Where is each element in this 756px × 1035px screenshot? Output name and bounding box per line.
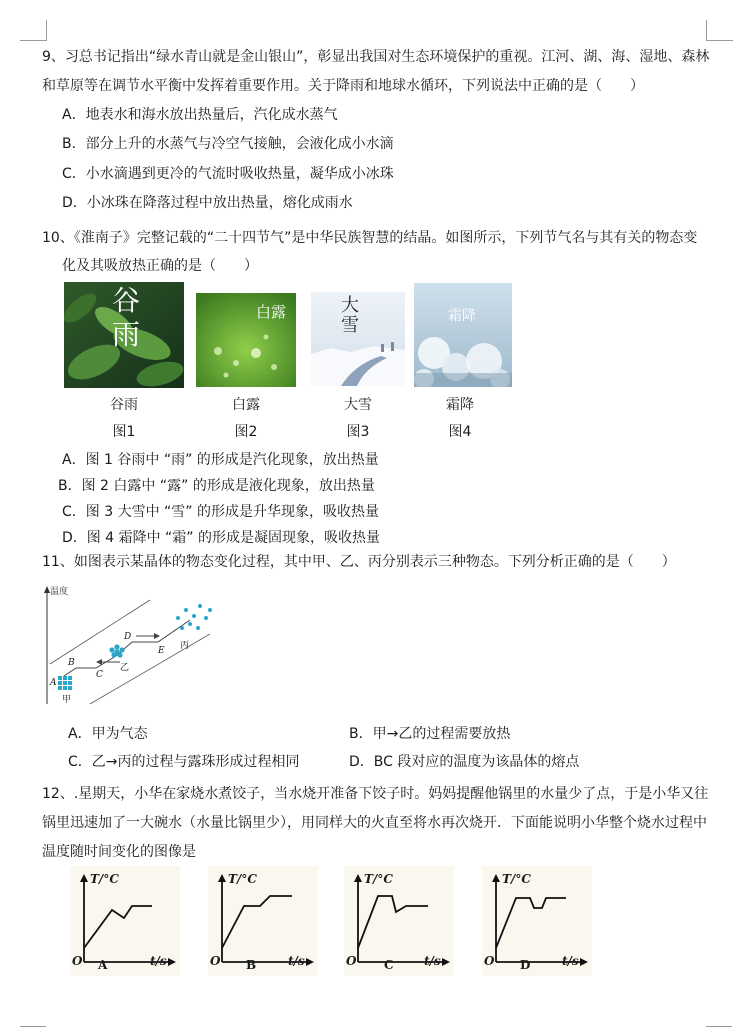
figure-3-daxue-image <box>311 292 405 386</box>
q12-graph-b-xlabel: t/s <box>288 954 305 968</box>
q11-state-change-diagram <box>40 584 220 710</box>
q10-option-c[interactable]: C．图 3 大雪中 “雪” 的形成是升华现象，吸收热量 <box>62 504 379 520</box>
q9-option-c[interactable]: C．小水滴遇到更冷的气流时吸收热量，凝华成小冰珠 <box>62 166 394 182</box>
figure-4-shuangjiang-image <box>414 283 512 387</box>
figure-1-label: 图1 <box>112 424 136 440</box>
q12-graph-c[interactable] <box>344 866 454 976</box>
q12-graph-d-origin: O <box>484 954 495 968</box>
q12-graph-a[interactable] <box>70 866 180 976</box>
q12-graph-b-origin: O <box>210 954 221 968</box>
q12-graph-d-xlabel: t/s <box>562 954 579 968</box>
figure-4-label: 图4 <box>448 424 472 440</box>
q11-point-b: B <box>68 658 75 668</box>
corner-mark-top-right <box>706 20 733 41</box>
q12-graph-a-ylabel: T/°C <box>90 872 119 886</box>
q12-graph-c-xlabel: t/s <box>424 954 441 968</box>
figure-4-overlay-text: 霜降 <box>448 308 476 324</box>
q9-option-d[interactable]: D．小冰珠在降落过程中放出热量，熔化成雨水 <box>62 195 353 211</box>
q10-stem-line2: 化及其吸放热正确的是（ ） <box>62 258 258 274</box>
figure-4-caption: 霜降 <box>446 397 474 413</box>
figure-2-overlay-text: 白露 <box>256 303 287 321</box>
q12-graph-a-xlabel: t/s <box>150 954 167 968</box>
q9-stem-line2: 和草原等在调节水平衡中发挥着重要作用。关于降雨和地球水循环，下列说法中正确的是（ ） <box>42 78 644 94</box>
q11-state-bing: 丙 <box>180 641 190 651</box>
q12-stem-line3: 温度随时间变化的图像是 <box>42 844 196 860</box>
figure-2-bailu-image <box>196 293 296 387</box>
q11-axis-label: 温度 <box>50 587 69 597</box>
figure-3-overlay-text: 大雪 <box>341 295 359 336</box>
q11-option-a[interactable]: A．甲为气态 <box>68 726 148 742</box>
q12-graph-b-ylabel: T/°C <box>228 872 257 886</box>
q12-stem-line1: 12、.星期天，小华在家烧水煮饺子，当水烧开准备下饺子时。妈妈提醒他锅里的水量少了点，于是小华又往 <box>42 786 709 802</box>
q11-stem-line1: 11、如图表示某晶体的物态变化过程，其中甲、乙、丙分别表示三种物态。下列分析正确的是（ ） <box>42 554 676 570</box>
q12-graph-a-origin: O <box>72 954 83 968</box>
q11-point-a: A <box>50 678 57 688</box>
figure-1-caption: 谷雨 <box>110 397 138 413</box>
q12-graph-d-label: D <box>520 958 531 972</box>
q12-graph-b[interactable] <box>208 866 318 976</box>
q12-graph-a-label: A <box>98 958 108 972</box>
q11-point-d: D <box>124 632 132 642</box>
q10-option-a[interactable]: A．图 1 谷雨中 “雨” 的形成是汽化现象，放出热量 <box>62 452 379 468</box>
q11-state-jia: 甲 <box>62 695 72 705</box>
figure-2-caption: 白露 <box>232 397 260 413</box>
q9-option-a[interactable]: A．地表水和海水放出热量后，汽化成水蒸气 <box>62 107 338 123</box>
q12-graph-c-label: C <box>384 958 394 972</box>
q11-point-e: E <box>158 646 165 656</box>
q10-stem-line1: 10、《淮南子》完整记载的“二十四节气”是中华民族智慧的结晶。如图所示，下列节气名与其有关的物态变 <box>42 230 698 246</box>
q12-graph-c-ylabel: T/°C <box>364 872 393 886</box>
q9-option-b[interactable]: B．部分上升的水蒸气与冷空气接触，会液化成小水滴 <box>62 136 394 152</box>
q12-graph-d-ylabel: T/°C <box>502 872 531 886</box>
q11-option-d[interactable]: D．BC 段对应的温度为该晶体的熔点 <box>349 754 580 770</box>
q11-option-c[interactable]: C．乙→丙的过程与露珠形成过程相同 <box>68 754 300 770</box>
figure-3-caption: 大雪 <box>344 397 372 413</box>
corner-mark-top-left <box>20 20 47 41</box>
figure-2-label: 图2 <box>234 424 258 440</box>
figure-3-label: 图3 <box>346 424 370 440</box>
q10-option-d[interactable]: D．图 4 霜降中 “霜” 的形成是凝固现象，吸收热量 <box>62 530 380 546</box>
q12-stem-line2: 锅里迅速加了一大碗水（水量比锅里少），用同样大的火直至将水再次烧开．下面能说明小华整个烧水过程中 <box>42 815 707 831</box>
q12-graph-b-label: B <box>246 958 257 972</box>
q12-graph-d[interactable] <box>482 866 592 976</box>
figure-1-overlay-text: 谷雨 <box>112 284 141 351</box>
q11-point-c: C <box>96 670 103 680</box>
q10-option-b[interactable]: B．图 2 白露中 “露” 的形成是液化现象，放出热量 <box>58 478 375 494</box>
figure-1-guyu-image <box>64 282 184 388</box>
q9-stem-line1: 9、习总书记指出“绿水青山就是金山银山”，彰显出我国对生态环境保护的重视。江河、湖、海、湿地、森林 <box>42 49 710 65</box>
q12-graph-c-origin: O <box>346 954 357 968</box>
q11-state-yi: 乙 <box>120 663 130 673</box>
q11-option-b[interactable]: B．甲→乙的过程需要放热 <box>349 726 511 742</box>
